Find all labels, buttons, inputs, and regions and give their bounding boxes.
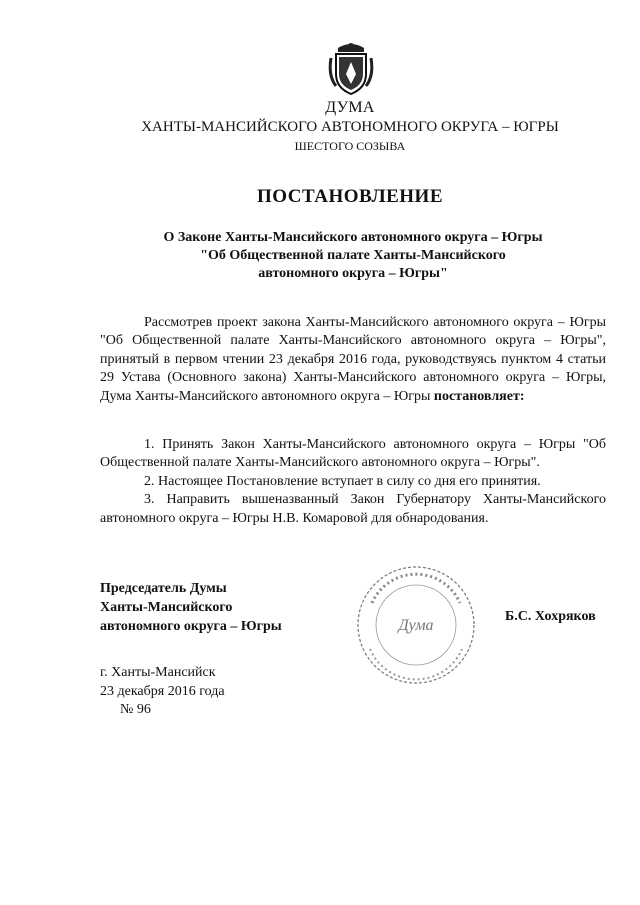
- position-line-3: автономного округа – Югры: [100, 619, 282, 634]
- resolution-item: 2. Настоящее Постановление вступает в силу со дня его принятия.: [144, 473, 541, 489]
- official-stamp: [352, 563, 480, 687]
- document-title: ПОСТАНОВЛЕНИЕ: [256, 186, 444, 207]
- subject-line-3: автономного округа – Югры": [258, 266, 448, 281]
- document-number: № 96: [120, 702, 151, 717]
- position-line-2: Ханты-Мансийского: [100, 600, 233, 615]
- position-line-1: Председатель Думы: [100, 581, 227, 596]
- place-date-block: [100, 664, 225, 720]
- header-line-2: ХАНТЫ-МАНСИЙСКОГО АВТОНОМНОГО ОКРУГА – ЮГРЫ: [141, 119, 559, 135]
- header-line-3: ШЕСТОГО СОЗЫВА: [294, 139, 406, 153]
- document-subject: [100, 229, 606, 283]
- header-line-1: ДУМА: [325, 99, 375, 116]
- resolution-items: [100, 436, 606, 528]
- resolution-item: 3. Направить вышеназванный Закон Губернатору Ханты-Мансийского автономного округа – Югры Н.В. Комаровой для обнародования.: [100, 492, 606, 526]
- date: 23 декабря 2016 года: [100, 683, 225, 699]
- coat-of-arms-icon: [328, 40, 374, 96]
- resolve-word: постановляет:: [433, 388, 525, 404]
- subject-line-2: "Об Общественной палате Ханты-Мансийского: [200, 248, 506, 263]
- preamble-paragraph: [100, 314, 606, 406]
- preamble-text: Рассмотрев проект закона Ханты-Мансийского автономного округа – Югры "Об Общественной палате Ханты-Мансийского автономного округа – Югры", принятый в первом чтении 23 декабря 2016 года, руководствуясь пунктом 4 статьи 29 Устава (Основного закона) Ханты-Мансийского автономного округа – Югры, Дума Ханты-Мансийского автономного округа – Югры: [100, 315, 606, 404]
- signatory-name: Б.С. Хохряков: [505, 609, 596, 624]
- resolution-item: 1. Принять Закон Ханты-Мансийского автономного округа – Югры "Об Общественной палате Ханты-Мансийского автономного округа – Югры".: [100, 437, 606, 471]
- signatory-position: [100, 579, 282, 636]
- city: г. Ханты-Мансийск: [100, 665, 216, 680]
- stamp-center-text: Дума: [398, 617, 434, 634]
- subject-line-1: О Законе Ханты-Мансийского автономного округа – Югры: [163, 230, 543, 245]
